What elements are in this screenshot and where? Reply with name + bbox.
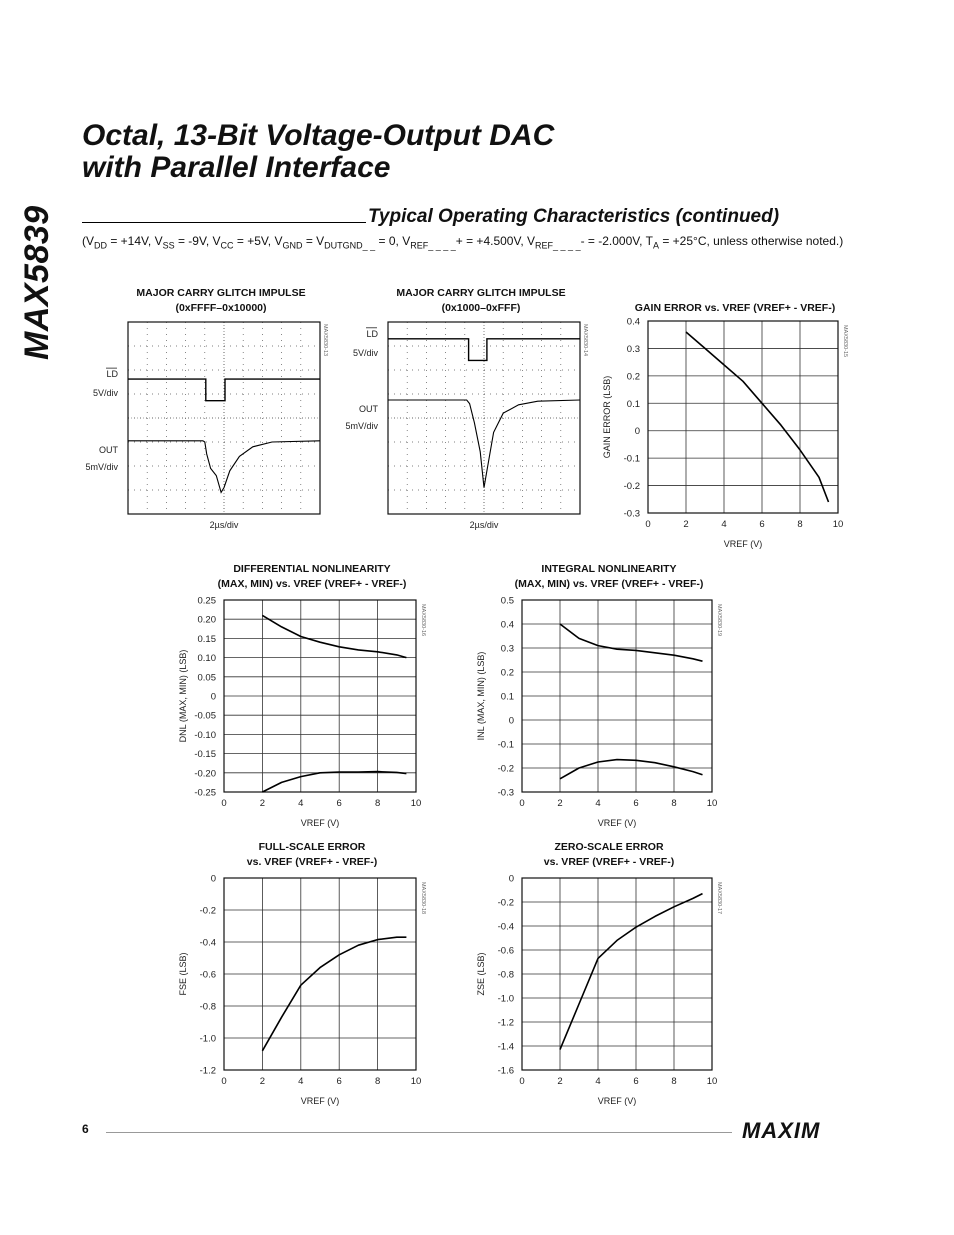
chart-title-line2: (0xFFFF–0x10000) (175, 302, 267, 314)
chart-title-line1: INTEGRAL NONLINEARITY (541, 563, 677, 575)
x-tick-label: 10 (706, 1076, 718, 1087)
ld-scale: 5V/div (92, 388, 118, 399)
figure-code: MAX5830-19 (716, 604, 722, 637)
series-line-1 (262, 615, 406, 657)
chart-zse (468, 838, 738, 1108)
ld-label: LD (106, 369, 118, 380)
y-axis-label: FSE (LSB) (178, 952, 188, 996)
x-tick-label: 8 (374, 1076, 381, 1087)
y-tick-label: -1.0 (199, 1033, 216, 1045)
y-tick-label: -0.3 (497, 787, 514, 799)
figure-code: MAX5830-13 (322, 324, 328, 357)
y-tick-label: -1.2 (199, 1065, 216, 1077)
y-tick-label: 0.1 (500, 691, 514, 703)
ld-label: LD (366, 328, 378, 339)
chart-inl (468, 560, 738, 830)
y-tick-label: 0.15 (197, 633, 216, 645)
y-tick-label: -1.6 (497, 1065, 514, 1077)
y-tick-label: 0.10 (197, 653, 216, 665)
y-axis-label: INL (MAX, MIN) (LSB) (476, 651, 486, 741)
figure-code: MAX5830-15 (842, 325, 848, 358)
part-number-sidebar: MAX5839 (18, 205, 56, 360)
x-tick-label: 8 (374, 798, 381, 809)
y-tick-label: -0.4 (497, 921, 514, 933)
x-tick-label: 0 (645, 519, 651, 530)
y-tick-label: 0.5 (500, 595, 514, 607)
y-tick-label: -0.8 (199, 1001, 216, 1013)
out-trace (388, 400, 580, 488)
document-title-line1: Octal, 13-Bit Voltage-Output DAC (82, 119, 555, 152)
x-tick-label: 2 (683, 519, 689, 530)
y-tick-label: -0.05 (194, 710, 216, 722)
figure-code: MAX5830-17 (716, 882, 722, 915)
chart-title-line1: FULL-SCALE ERROR (258, 841, 366, 853)
y-tick-label: 0.25 (197, 595, 216, 607)
x-axis-label: VREF (V) (300, 818, 340, 828)
x-tick-label: 0 (221, 1076, 227, 1087)
section-rule (82, 222, 366, 223)
x-tick-label: 6 (633, 798, 639, 809)
document-title-line2: with Parallel Interface (82, 151, 391, 184)
y-tick-label: 0.05 (197, 672, 216, 684)
time-scale: 2µs/div (209, 520, 239, 530)
series-line-2 (560, 760, 703, 779)
chart-title-line2: (MAX, MIN) vs. VREF (VREF+ - VREF-) (514, 578, 704, 590)
x-axis-label: VREF (V) (597, 818, 637, 828)
y-tick-label: -0.20 (194, 768, 216, 780)
chart-title-line2: vs. VREF (VREF+ - VREF-) (246, 856, 378, 868)
y-tick-label: 0.1 (626, 398, 640, 410)
y-tick-label: -0.10 (194, 729, 216, 741)
figure-code: MAX5830-14 (582, 324, 588, 357)
y-tick-label: 0.4 (626, 316, 640, 328)
document-title (82, 120, 554, 184)
x-tick-label: 0 (519, 798, 525, 809)
chart-title: GAIN ERROR vs. VREF (VREF+ - VREF-) (634, 302, 836, 314)
out-label: OUT (359, 404, 378, 414)
y-tick-label: 0 (210, 691, 216, 703)
y-tick-label: 0 (508, 873, 514, 885)
y-axis-label: ZSE (LSB) (476, 952, 486, 996)
page-number: 6 (82, 1122, 89, 1136)
y-tick-label: -0.8 (497, 969, 514, 981)
x-tick-label: 10 (410, 1076, 422, 1087)
chart-gain-error (596, 295, 856, 555)
x-tick-label: 0 (519, 1076, 525, 1087)
y-tick-label: 0.2 (500, 667, 514, 679)
series-line-2 (262, 772, 406, 792)
figure-code: MAX5830-18 (420, 882, 426, 915)
y-tick-label: -0.1 (497, 739, 514, 751)
plot-frame (648, 321, 838, 513)
series-line-1 (686, 332, 829, 502)
x-tick-label: 4 (595, 798, 601, 809)
y-tick-label: 0 (634, 426, 640, 438)
x-tick-label: 4 (298, 1076, 304, 1087)
y-tick-label: -0.4 (199, 937, 216, 949)
series-line-1 (560, 624, 703, 661)
x-tick-label: 2 (259, 798, 266, 809)
out-label: OUT (99, 444, 118, 455)
x-tick-label: 8 (797, 519, 803, 530)
y-tick-label: -1.0 (497, 993, 514, 1005)
y-tick-label: -1.2 (497, 1017, 514, 1029)
y-tick-label: -0.2 (623, 481, 640, 493)
footer-rule (106, 1132, 732, 1133)
x-tick-label: 6 (759, 519, 765, 530)
x-tick-label: 4 (721, 519, 727, 530)
x-axis-label: VREF (V) (597, 1096, 637, 1106)
chart-title-line1: MAJOR CARRY GLITCH IMPULSE (136, 287, 306, 299)
y-tick-label: 0.2 (626, 371, 640, 383)
x-tick-label: 2 (259, 1076, 266, 1087)
y-tick-label: 0.4 (500, 619, 514, 631)
chart-glitch-ffff (80, 282, 340, 537)
x-tick-label: 10 (832, 519, 844, 530)
x-tick-label: 6 (336, 798, 342, 809)
chart-title-line1: DIFFERENTIAL NONLINEARITY (233, 563, 391, 575)
chart-glitch-1000 (340, 282, 600, 537)
section-title: Typical Operating Characteristics (continued) (368, 206, 780, 227)
y-tick-label: -0.2 (497, 763, 514, 775)
y-tick-label: -0.6 (199, 969, 216, 981)
figure-code: MAX5830-16 (420, 604, 426, 637)
x-axis-label: VREF (V) (300, 1096, 340, 1106)
y-tick-label: 0 (508, 715, 514, 727)
y-tick-label: -0.1 (623, 453, 640, 465)
chart-title-line1: MAJOR CARRY GLITCH IMPULSE (396, 287, 566, 299)
x-tick-label: 4 (595, 1076, 601, 1087)
x-tick-label: 10 (706, 798, 718, 809)
out-scale: 5mV/div (345, 421, 378, 431)
ld-scale: 5V/div (352, 347, 378, 358)
chart-dnl (170, 560, 440, 830)
y-tick-label: -0.2 (199, 905, 216, 917)
chart-title-line2: vs. VREF (VREF+ - VREF-) (543, 856, 675, 868)
y-axis-label: GAIN ERROR (LSB) (602, 375, 612, 459)
x-tick-label: 2 (557, 798, 563, 809)
x-tick-label: 0 (221, 798, 227, 809)
x-tick-label: 10 (410, 798, 422, 809)
y-tick-label: 0.3 (500, 643, 514, 655)
x-tick-label: 8 (671, 1076, 677, 1087)
y-tick-label: 0.3 (626, 343, 640, 355)
test-conditions-tail: otherwise noted.) (751, 234, 844, 248)
y-tick-label: -0.2 (497, 897, 514, 909)
chart-title-line2: (MAX, MIN) vs. VREF (VREF+ - VREF-) (217, 578, 407, 590)
series-line-1 (262, 937, 406, 1051)
y-tick-label: 0 (210, 873, 216, 885)
y-tick-label: -1.4 (497, 1041, 514, 1053)
y-tick-label: -0.3 (623, 508, 640, 520)
y-axis-label: DNL (MAX, MIN) (LSB) (178, 649, 188, 743)
y-tick-label: -0.6 (497, 945, 514, 957)
y-tick-label: -0.15 (194, 749, 216, 761)
test-conditions: ($V_{DD} = +14V$, $V_{SS} = -9V$, $V_{CC} = +5V$, $V_{GND} = V_{DUTGND\_ \_} = 0$, $V_{REF\_ \_ \_ \_}+ = +4.500V$, $V_{REF\_ \_ \_ \_}- = -2.000V$, $T_A = +25^\circ C$, unless otherwise noted.) (82, 234, 844, 251)
x-tick-label: 8 (671, 798, 677, 809)
x-tick-label: 6 (336, 1076, 342, 1087)
chart-title-line1: ZERO-SCALE ERROR (554, 841, 664, 853)
maxim-logo: MAXIM (742, 1118, 821, 1143)
series-line-1 (560, 894, 703, 1050)
time-scale: 2µs/div (469, 520, 499, 530)
out-scale: 5mV/div (85, 461, 118, 472)
x-tick-label: 4 (298, 798, 304, 809)
x-tick-label: 2 (557, 1076, 563, 1087)
y-tick-label: -0.25 (194, 787, 216, 799)
x-tick-label: 6 (633, 1076, 639, 1087)
chart-title-line2: (0x1000–0xFFF) (441, 302, 521, 314)
chart-fse (170, 838, 440, 1108)
x-axis-label: VREF (V) (723, 539, 763, 549)
y-tick-label: 0.20 (197, 614, 216, 626)
